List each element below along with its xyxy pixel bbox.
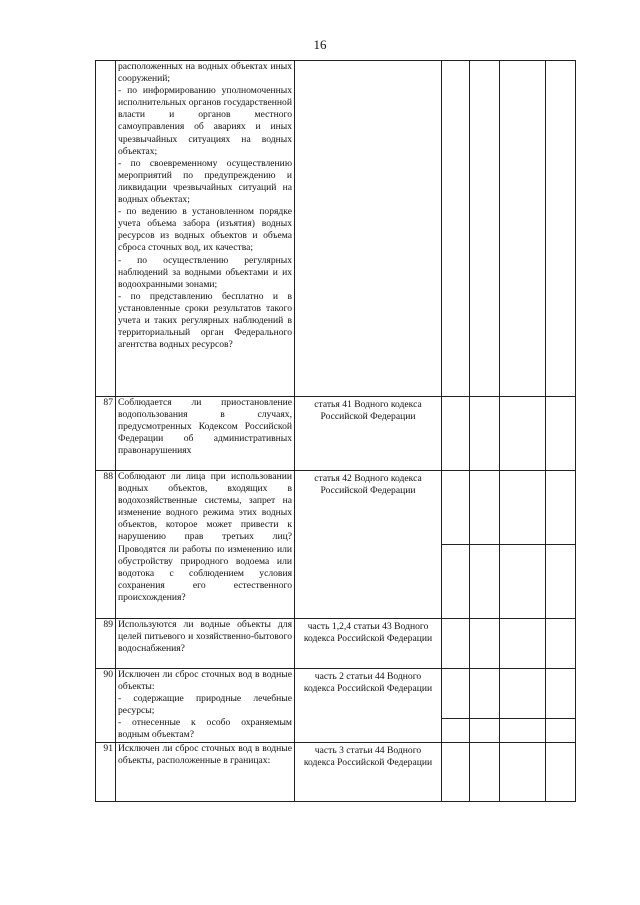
empty-cell bbox=[546, 743, 576, 802]
empty-cell bbox=[500, 471, 546, 545]
row-number: 89 bbox=[96, 619, 116, 669]
empty-cell bbox=[500, 669, 546, 719]
empty-cell bbox=[442, 669, 470, 719]
question-cell bbox=[116, 619, 295, 669]
empty-cell bbox=[442, 719, 470, 743]
law-reference-line: статья 41 Водного кодекса bbox=[314, 399, 422, 410]
empty-cell bbox=[470, 471, 500, 545]
empty-cell bbox=[500, 619, 546, 669]
question-line: - по ведению в установленном порядке учета объема забора (изъятия) водных ресурсов из водных объектов и объема сброса сточных вод, их качества; bbox=[118, 206, 292, 254]
row-number: 87 bbox=[96, 397, 116, 471]
empty-cell bbox=[546, 545, 576, 619]
question-line: - содержащие природные лечебные ресурсы; bbox=[118, 693, 292, 717]
law-reference-line: часть 2 статьи 44 Водного bbox=[314, 671, 422, 682]
question-line: Используются ли водные объекты для целей питьевого и хозяйственно-бытового водоснабжения? bbox=[118, 619, 292, 655]
row-number: 91 bbox=[96, 743, 116, 802]
empty-cell bbox=[546, 719, 576, 743]
law-reference-cell bbox=[295, 397, 442, 471]
law-reference-cell bbox=[295, 471, 442, 619]
law-reference-cell bbox=[295, 61, 442, 397]
question-cell bbox=[116, 397, 295, 471]
question-cell bbox=[116, 743, 295, 802]
empty-cell bbox=[442, 743, 470, 802]
law-reference-cell bbox=[295, 619, 442, 669]
empty-cell bbox=[470, 61, 500, 397]
law-reference-line: Российской Федерации bbox=[320, 411, 416, 423]
table-row bbox=[96, 669, 576, 719]
page-number: 16 bbox=[313, 37, 327, 52]
question-line: - по представлению бесплатно и в установленные сроки результатов такого учета и таких регулярных наблюдений в территориальный орган Федерального агентства водных ресурсов? bbox=[118, 290, 292, 351]
question-line: - по своевременному осуществлению мероприятий по предупреждению и ликвидации чрезвычайных ситуаций на водных объектах; bbox=[118, 157, 292, 206]
question-line: Соблюдается ли приостановление водопользования в случаях, предусмотренных Кодексом Российской Федерации об административных правонарушениях bbox=[118, 397, 292, 457]
row-number bbox=[96, 61, 116, 397]
empty-cell bbox=[470, 545, 500, 619]
row-number: 90 bbox=[96, 669, 116, 743]
law-reference-cell bbox=[295, 669, 442, 743]
question-cell bbox=[116, 471, 295, 619]
law-reference-line: часть 1,2,4 статьи 43 Водного bbox=[307, 621, 429, 632]
empty-cell bbox=[500, 397, 546, 471]
law-reference-line: статья 42 Водного кодекса bbox=[314, 473, 422, 484]
law-reference-line: кодекса Российской Федерации bbox=[303, 633, 433, 645]
empty-cell bbox=[546, 619, 576, 669]
question-line: - отнесенные к особо охраняемым водным объектам? bbox=[118, 717, 292, 741]
empty-cell bbox=[470, 619, 500, 669]
law-reference-cell bbox=[295, 743, 442, 802]
question-line: Исключен ли сброс сточных вод в водные объекты, расположенные в границах: bbox=[118, 743, 292, 767]
row-number: 88 bbox=[96, 471, 116, 619]
empty-cell bbox=[500, 743, 546, 802]
question-line: - по информированию уполномоченных исполнительных органов государственной власти и органов местного самоуправления об авариях и иных чрезвычайных ситуациях на водных объектах; bbox=[118, 85, 292, 157]
empty-cell bbox=[546, 397, 576, 471]
empty-cell bbox=[546, 669, 576, 719]
checklist-table bbox=[95, 60, 576, 802]
question-cell bbox=[116, 669, 295, 743]
table-row bbox=[96, 397, 576, 471]
empty-cell bbox=[500, 719, 546, 743]
empty-cell bbox=[500, 61, 546, 397]
question-cell bbox=[116, 61, 295, 397]
empty-cell bbox=[442, 545, 470, 619]
table-row bbox=[96, 743, 576, 802]
empty-cell bbox=[470, 719, 500, 743]
empty-cell bbox=[546, 61, 576, 397]
empty-cell bbox=[500, 545, 546, 619]
empty-cell bbox=[442, 397, 470, 471]
law-reference-line: часть 3 статьи 44 Водного bbox=[314, 745, 422, 756]
empty-cell bbox=[442, 61, 470, 397]
law-reference-line: Российской Федерации bbox=[320, 485, 416, 497]
law-reference-line: кодекса Российской Федерации bbox=[303, 683, 433, 695]
question-line: расположенных на водных объектах иных сооружений; bbox=[118, 61, 292, 85]
question-line: - по осуществлению регулярных наблюдений за водными объектами и их водоохранными зонами; bbox=[118, 254, 292, 290]
table-row bbox=[96, 619, 576, 669]
law-reference-line: кодекса Российской Федерации bbox=[303, 757, 433, 769]
table-row bbox=[96, 61, 576, 397]
empty-cell bbox=[470, 397, 500, 471]
question-line: Соблюдают ли лица при использовании водных объектов, входящих в водохозяйственные системы, запрет на изменение водного режима этих водных объектов, которое может привести к нарушению прав третьих лиц? Проводятся ли работы по изменению или обустройству природного водоема или водотока с соблюдением условия сохранения его естественного происхождения? bbox=[118, 471, 292, 603]
empty-cell bbox=[442, 619, 470, 669]
question-line: Исключен ли сброс сточных вод в водные объекты: bbox=[118, 669, 292, 693]
table-row bbox=[96, 471, 576, 545]
empty-cell bbox=[442, 471, 470, 545]
empty-cell bbox=[546, 471, 576, 545]
empty-cell bbox=[470, 669, 500, 719]
empty-cell bbox=[470, 743, 500, 802]
